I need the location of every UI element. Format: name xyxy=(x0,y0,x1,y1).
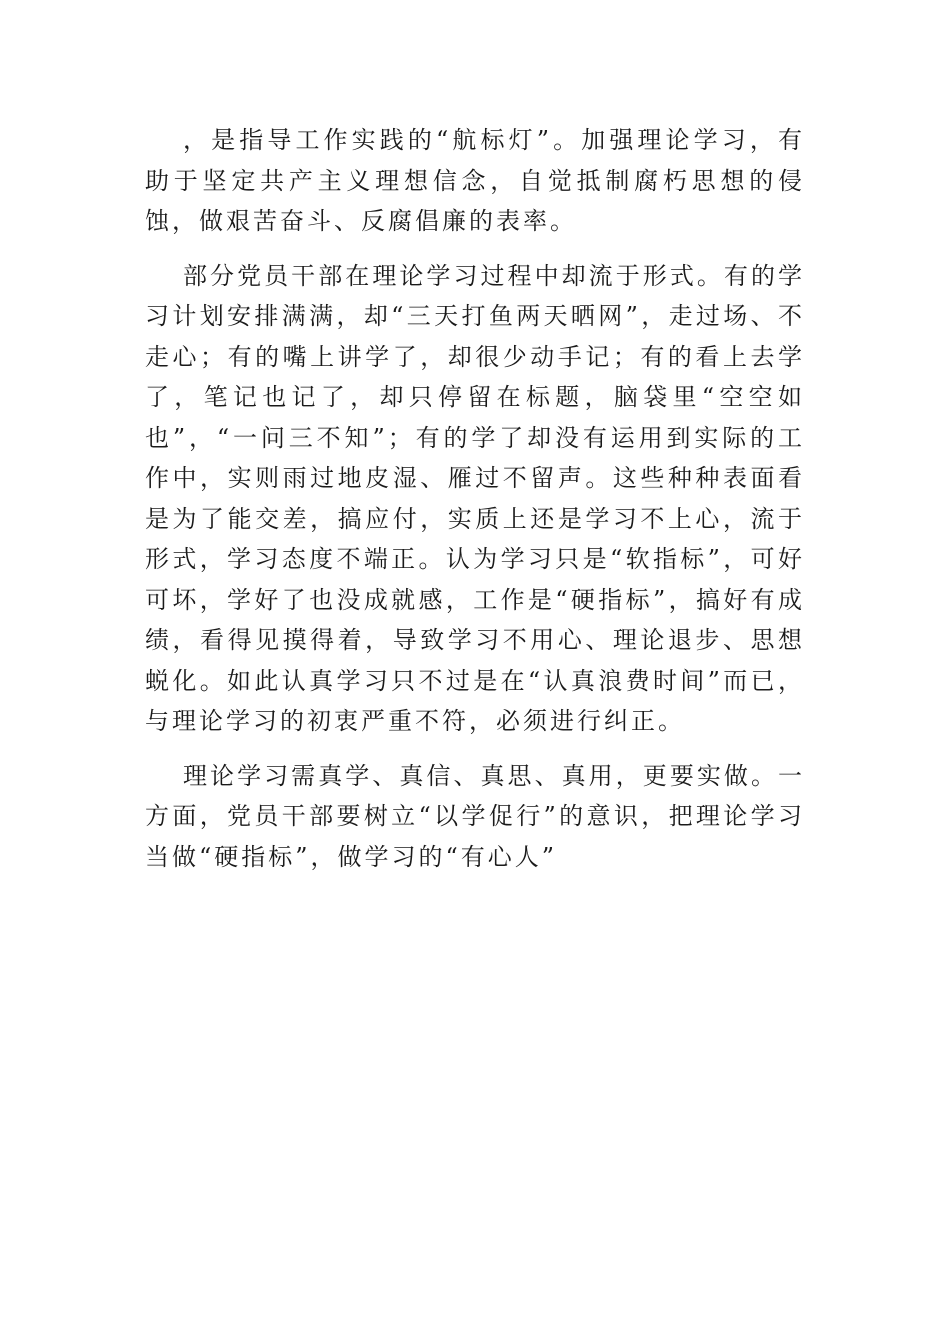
paragraph-3: 理论学习需真学、真信、真思、真用，更要实做。一方面，党员干部要树立“以学促行”的意识，把理论学习当做“硬指标”，做学习的“有心人” xyxy=(145,761,805,871)
paragraph-2: 部分党员干部在理论学习过程中却流于形式。有的学习计划安排满满，却“三天打鱼两天晒网”，走过场、不走心；有的嘴上讲学了，却很少动手记；有的看上去学了，笔记也记了，却只停留在标题，脑袋里“空空如也”，“一问三不知”；有的学了却没有运用到实际的工作中，实则雨过地皮湿、雁过不留声。这些种种表面看是为了能交差，搞应付，实质上还是学习不上心，流于形式，学习态度不端正。认为学习只是“软指标”，可好可坏，学好了也没成就感，工作是“硬指标”，搞好有成绩，看得见摸得着，导致学习不用心、理论退步、思想蜕化。如此认真学习只不过是在“认真浪费时间”而已，与理论学习的初衷严重不符，必须进行纠正。 xyxy=(145,261,805,735)
paragraph-1: ，是指导工作实践的“航标灯”。加强理论学习，有助于坚定共产主义理想信念，自觉抵制腐朽思想的侵蚀，做艰苦奋斗、反腐倡廉的表率。 xyxy=(145,126,805,235)
document-body xyxy=(145,120,805,891)
